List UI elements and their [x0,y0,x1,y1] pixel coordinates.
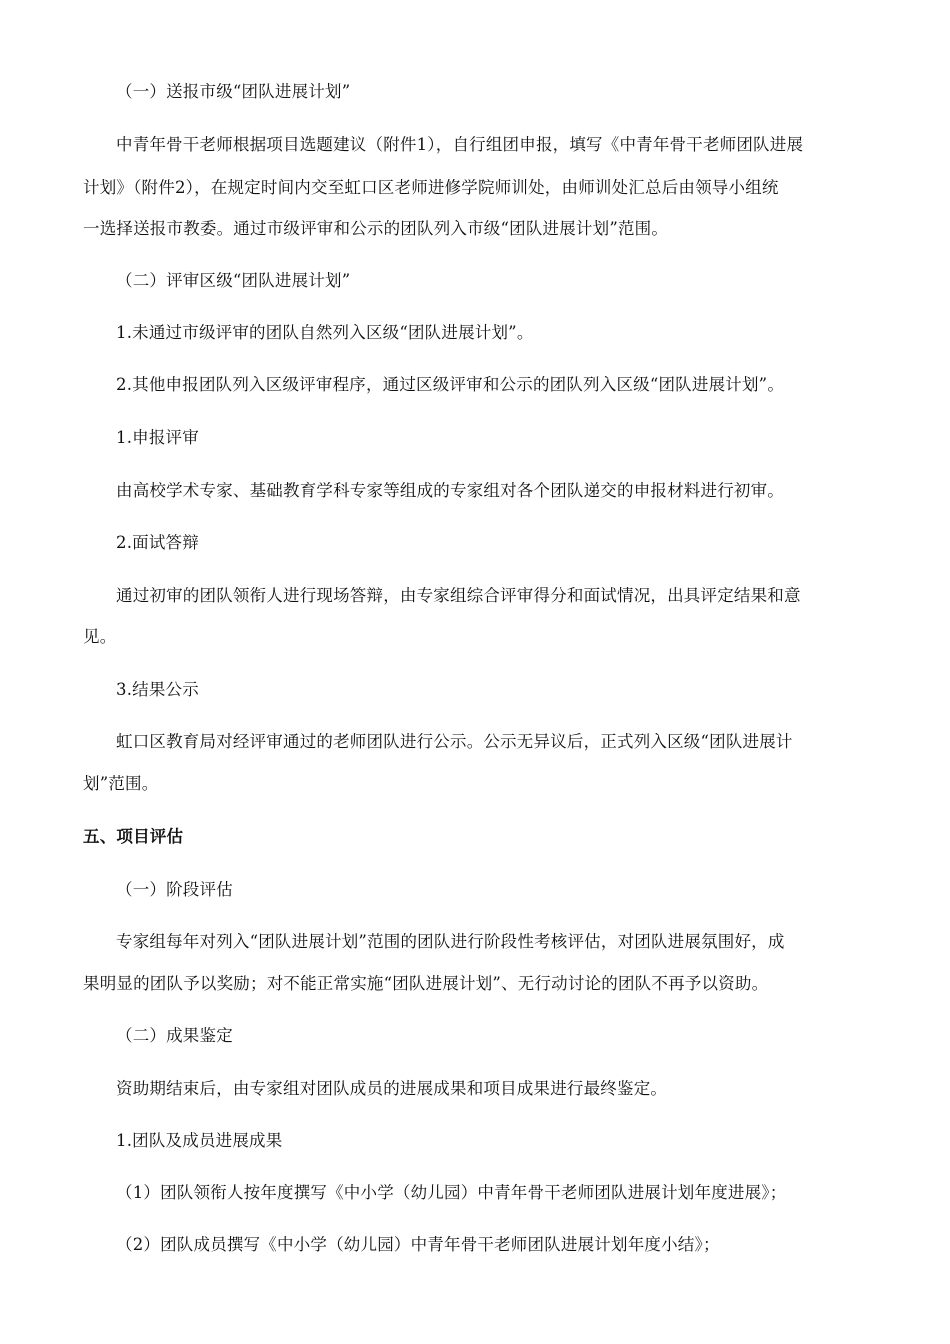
paragraph-line: 划”范围。 [83,774,159,793]
subheading-district: （二）评审区级“团队进展计划” [116,271,351,290]
paragraph-line: 资助期结束后，由专家组对团队成员的进展成果和项目成果进行最终鉴定。 [116,1079,668,1098]
paragraph-line: 计划》（附件2），在规定时间内交至虹口区老师进修学院师训处，由师训处汇总后由领导小组统 [83,178,779,197]
paragraph-line: 虹口区教育局对经评审通过的老师团队进行公示。公示无异议后，正式列入区级“团队进展计 [116,732,793,751]
paragraph-line: 2.其他申报团队列入区级评审程序，通过区级评审和公示的团队列入区级“团队进展计划”。 [116,375,785,394]
paragraph-line: 专家组每年对列入“团队进展计划”范围的团队进行阶段性考核评估，对团队进展氛围好，成 [116,932,785,951]
subheading-result: 3.结果公示 [116,680,199,699]
paragraph-line: 果明显的团队予以奖励；对不能正常实施“团队进展计划”、无行动讨论的团队不再予以资助。 [83,974,769,993]
list-item: （1）团队领衔人按年度撰写《中小学（幼儿园）中青年骨干老师团队进展计划年度进展》； [116,1183,787,1202]
paragraph-line: 一选择送报市教委。通过市级评审和公示的团队列入市级“团队进展计划”范围。 [83,219,669,238]
subheading-interview: 2.面试答辩 [116,533,199,552]
paragraph-line: 中青年骨干老师根据项目选题建议（附件1），自行组团申报，填写《中青年骨干老师团队进展 [116,135,804,154]
subheading-appraisal: （二）成果鉴定 [116,1026,233,1045]
paragraph-line: 1.未通过市级评审的团队自然列入区级“团队进展计划”。 [116,323,534,342]
subheading-stage: （一）阶段评估 [116,880,233,899]
paragraph-line: 通过初审的团队领衔人进行现场答辩，由专家组综合评审得分和面试情况，出具评定结果和意 [116,586,801,605]
subheading-team-results: 1.团队及成员进展成果 [116,1131,283,1150]
subheading-municipal: （一）送报市级“团队进展计划” [116,82,351,101]
section-heading-evaluation: 五、项目评估 [83,827,184,846]
paragraph-line: 由高校学术专家、基础教育学科专家等组成的专家组对各个团队递交的申报材料进行初审。 [116,481,784,500]
subheading-review: 1.申报评审 [116,428,199,447]
paragraph-line: 见。 [83,627,117,646]
list-item: （2）团队成员撰写《中小学（幼儿园）中青年骨干老师团队进展计划年度小结》； [116,1235,720,1254]
